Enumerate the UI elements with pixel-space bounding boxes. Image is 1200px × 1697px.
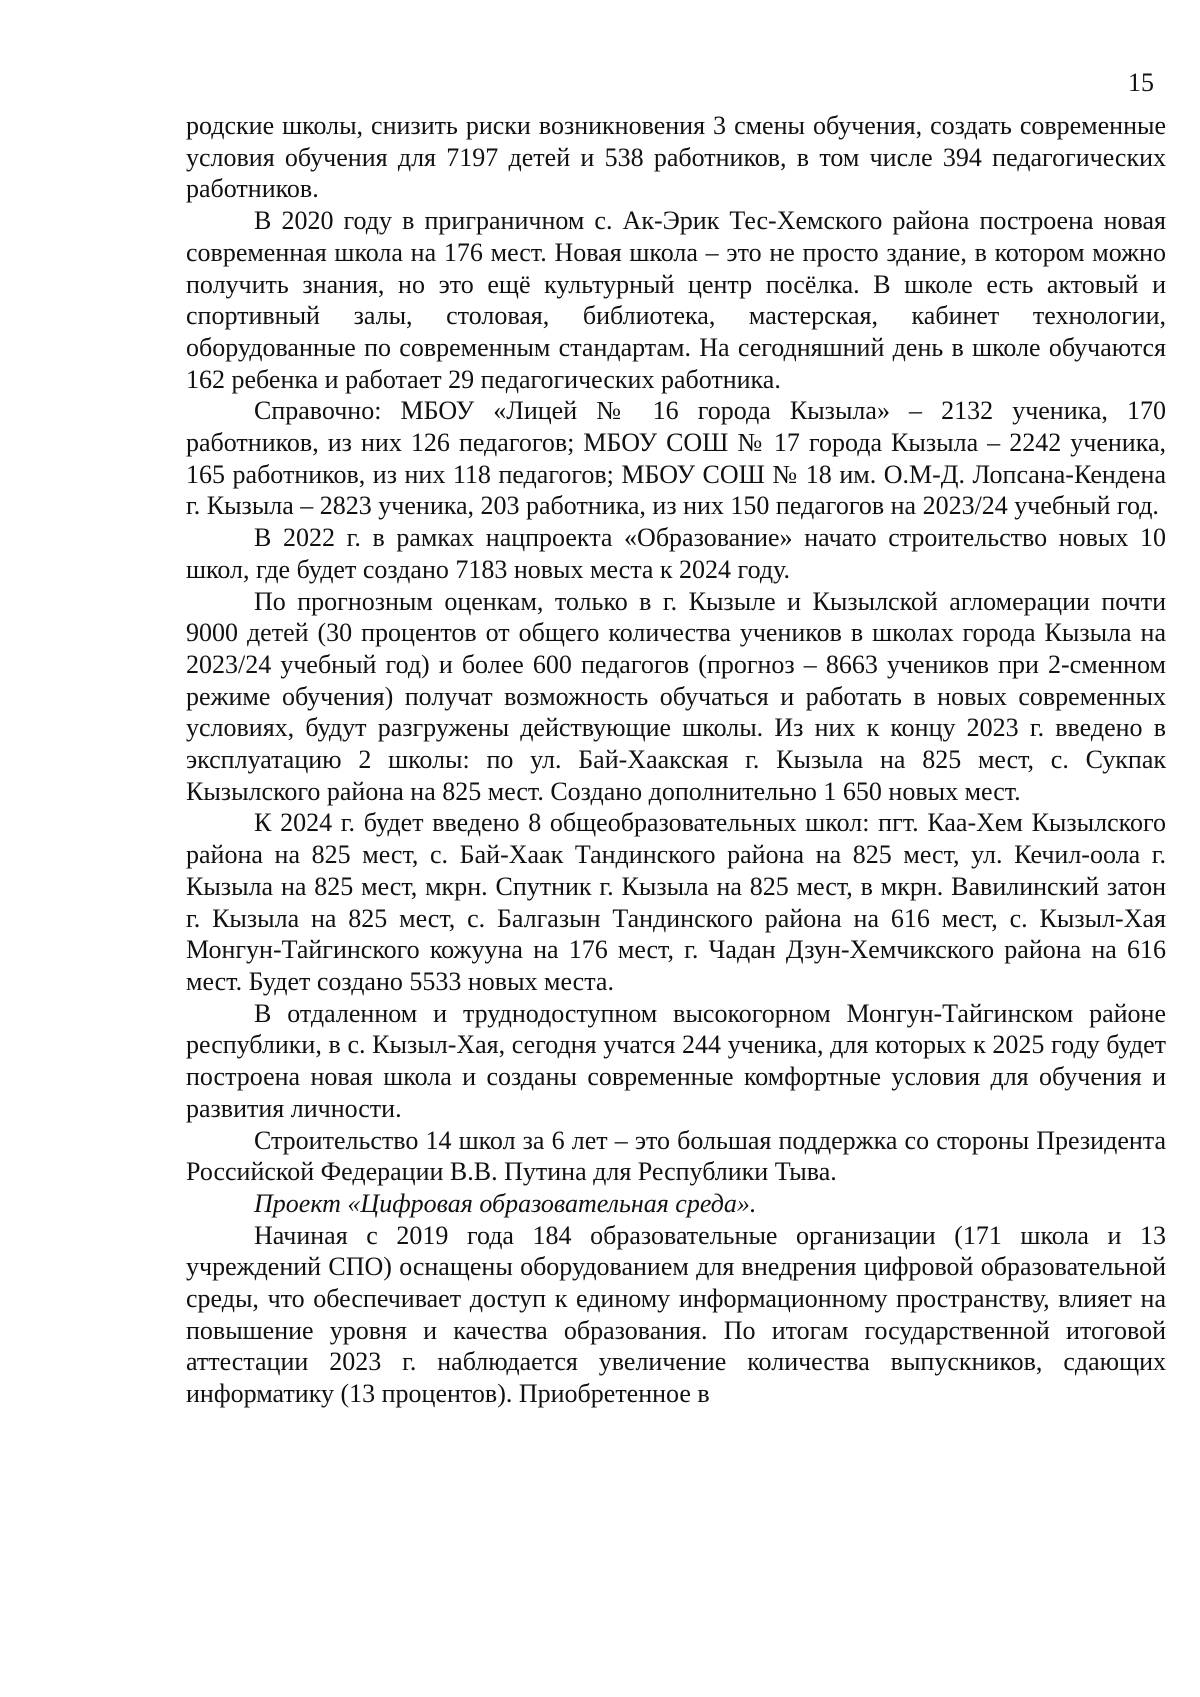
paragraph-reference-schools: Справочно: МБОУ «Лицей № 16 города Кызыла» – 2132 ученика, 170 работников, из них 126 педагогов; МБОУ СОШ № 17 города Кызыла – 2242 ученика, 165 работников, из них 118 педагогов; МБОУ СОШ № 18 им. О.М-Д. Лопсана-Кендена г. Кызыла – 2823 ученика, 203 работника, из них 150 педагогов на 2023/24 учебный год. [186,396,1166,521]
paragraph-kyzyl-khaya: В отдаленном и труднодоступном высокогорном Монгун-Тайгинском районе республики, в с. Кызыл-Хая, сегодня учатся 244 ученика, для которых к 2025 году будет построена новая школа и созданы современные комфортные условия для обучения и развития личности. [186,998,1166,1123]
paragraph-continuation: родские школы, снизить риски возникновения 3 смены обучения, создать современные условия обучения для 7197 детей и 538 работников, в том числе 394 педагогических работников. [186,111,1166,204]
page-number: 15 [1128,68,1154,97]
project-heading: Проект «Цифровая образовательная среда». [254,1188,757,1218]
paragraph-national-project: В 2022 г. в рамках нацпроекта «Образование» начато строительство новых 10 школ, где будет создано 7183 новых места к 2024 году. [186,523,1166,584]
paragraph-2024-schools: К 2024 г. будет введено 8 общеобразовательных школ: пгт. Каа-Хем Кызылского района на 825 мест, с. Бай-Хаак Тандинского района на 825 мест, ул. Кечил-оола г. Кызыла на 825 мест, мкрн. Спутник г. Кызыла на 825 мест, в мкрн. Вавилинский затон г. Кызыла на 825 мест, с. Балгазын Тандинского района на 616 мест, с. Кызыл-Хая Монгун-Тайгинского кожууна на 176 мест, г. Чадан Дзун-Хемчикского района на 616 мест. Будет создано 5533 новых места. [186,808,1166,996]
paragraph-ak-erik-school: В 2020 году в приграничном с. Ак-Эрик Тес-Хемского района построена новая современная школа на 176 мест. Новая школа – это не просто здание, в котором можно получить знания, но это ещё культурный центр посёлка. В школе есть актовый и спортивный залы, столовая, библиотека, мастерская, кабинет технологии, оборудованные по современным стандартам. На сегодняшний день в школе обучаются 162 ребенка и работает 29 педагогических работника. [186,206,1166,394]
body-text [186,110,1166,1410]
paragraph-construction-support: Строительство 14 школ за 6 лет – это большая поддержка со стороны Президента Российской Федерации В.В. Путина для Республики Тыва. [186,1125,1166,1187]
paragraph-forecast: По прогнозным оценкам, только в г. Кызыле и Кызылской агломерации почти 9000 детей (30 процентов от общего количества учеников в школах города Кызыла на 2023/24 учебный год) и более 600 педагогов (прогноз – 8663 учеников при 2-сменном режиме обучения) получат возможность обучаться и работать в новых современных условиях, будут разгружены действующие школы. Из них к концу 2023 г. введено в эксплуатацию 2 школы: по ул. Бай-Хаакская г. Кызыла на 825 мест, с. Сукпак Кызылского района на 825 мест. Создано дополнительно 1 650 новых мест. [186,586,1166,806]
paragraph-digital-environment: Начиная с 2019 года 184 образовательные организации (171 школа и 13 учреждений СПО) оснащены оборудованием для внедрения цифровой образовательной среды, что обеспечивает доступ к единому информационному пространству, влияет на повышение уровня и качества образования. По итогам государственной итоговой аттестации 2023 г. наблюдается увеличение количества выпускников, сдающих информатику (13 процентов). Приобретенное в [186,1220,1166,1409]
